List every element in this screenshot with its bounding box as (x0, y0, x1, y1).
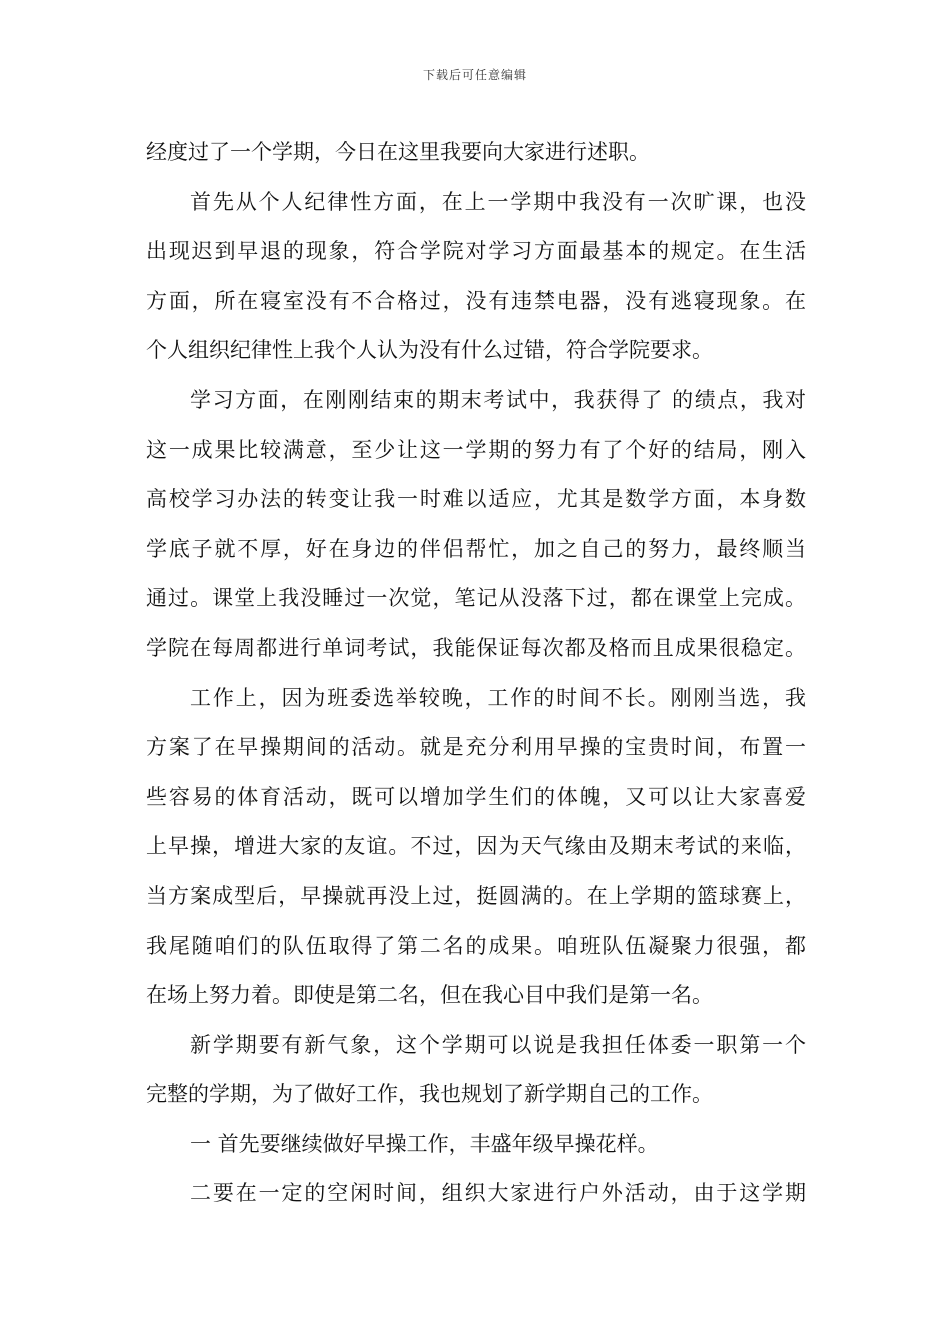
text-line: 新学期要有新气象，这个学期可以说是我担任体委一职第一个 (190, 1032, 806, 1057)
text-line: 方面，所在寝室没有不合格过，没有违禁电器，没有逃寝现象。在 (146, 288, 806, 313)
text-line: 出现迟到早退的现象，符合学院对学习方面最基本的规定。在生活 (146, 239, 806, 264)
text-line: 学院在每周都进行单词考试，我能保证每次都及格而且成果很稳定。 (146, 635, 806, 660)
text-line: 这一成果比较满意，至少让这一学期的努力有了个好的结局，刚入 (146, 437, 806, 462)
text-line: 工作上，因为班委选举较晚，工作的时间不长。刚刚当选，我 (190, 685, 806, 710)
text-line: 方案了在早操期间的活动。就是充分利用早操的宝贵时间，布置一 (146, 735, 806, 760)
document-body (146, 128, 806, 1219)
text-line: 学底子就不厚，好在身边的伴侣帮忙，加之自己的努力，最终顺当 (146, 536, 806, 561)
text-line: 个人组织纪律性上我个人认为没有什么过错，符合学院要求。 (146, 338, 713, 363)
text-line: 学习方面，在刚刚结束的期末考试中，我获得了 的绩点，我对 (190, 387, 806, 412)
text-line: 当方案成型后，早操就再没上过，挺圆满的。在上学期的篮球赛上， (146, 883, 806, 908)
text-line: 上早操，增进大家的友谊。不过，因为天气缘由及期末考试的来临， (146, 834, 806, 859)
text-line: 完整的学期，为了做好工作，我也规划了新学期自己的工作。 (146, 1082, 713, 1107)
text-line: 些容易的体育活动，既可以增加学生们的体魄，又可以让大家喜爱 (146, 784, 806, 809)
page-header: 下载后可任意编辑 (422, 68, 527, 82)
text-line: 在场上努力着。即使是第二名，但在我心目中我们是第一名。 (146, 983, 713, 1008)
text-line: 高校学习办法的转变让我一时难以适应，尤其是数学方面，本身数 (146, 487, 806, 512)
text-line: 我尾随咱们的队伍取得了第二名的成果。咱班队伍凝聚力很强，都 (146, 933, 806, 958)
text-line: 二要在一定的空闲时间，组织大家进行户外活动，由于这学期 (190, 1181, 806, 1206)
text-line: 通过。课堂上我没睡过一次觉，笔记从没落下过，都在课堂上完成。 (146, 586, 806, 611)
text-line: 首先从个人纪律性方面，在上一学期中我没有一次旷课，也没 (190, 189, 806, 214)
text-line: 一 首先要继续做好早操工作，丰盛年级早操花样。 (190, 1131, 659, 1156)
text-line: 经度过了一个学期，今日在这里我要向大家进行述职。 (146, 140, 650, 164)
